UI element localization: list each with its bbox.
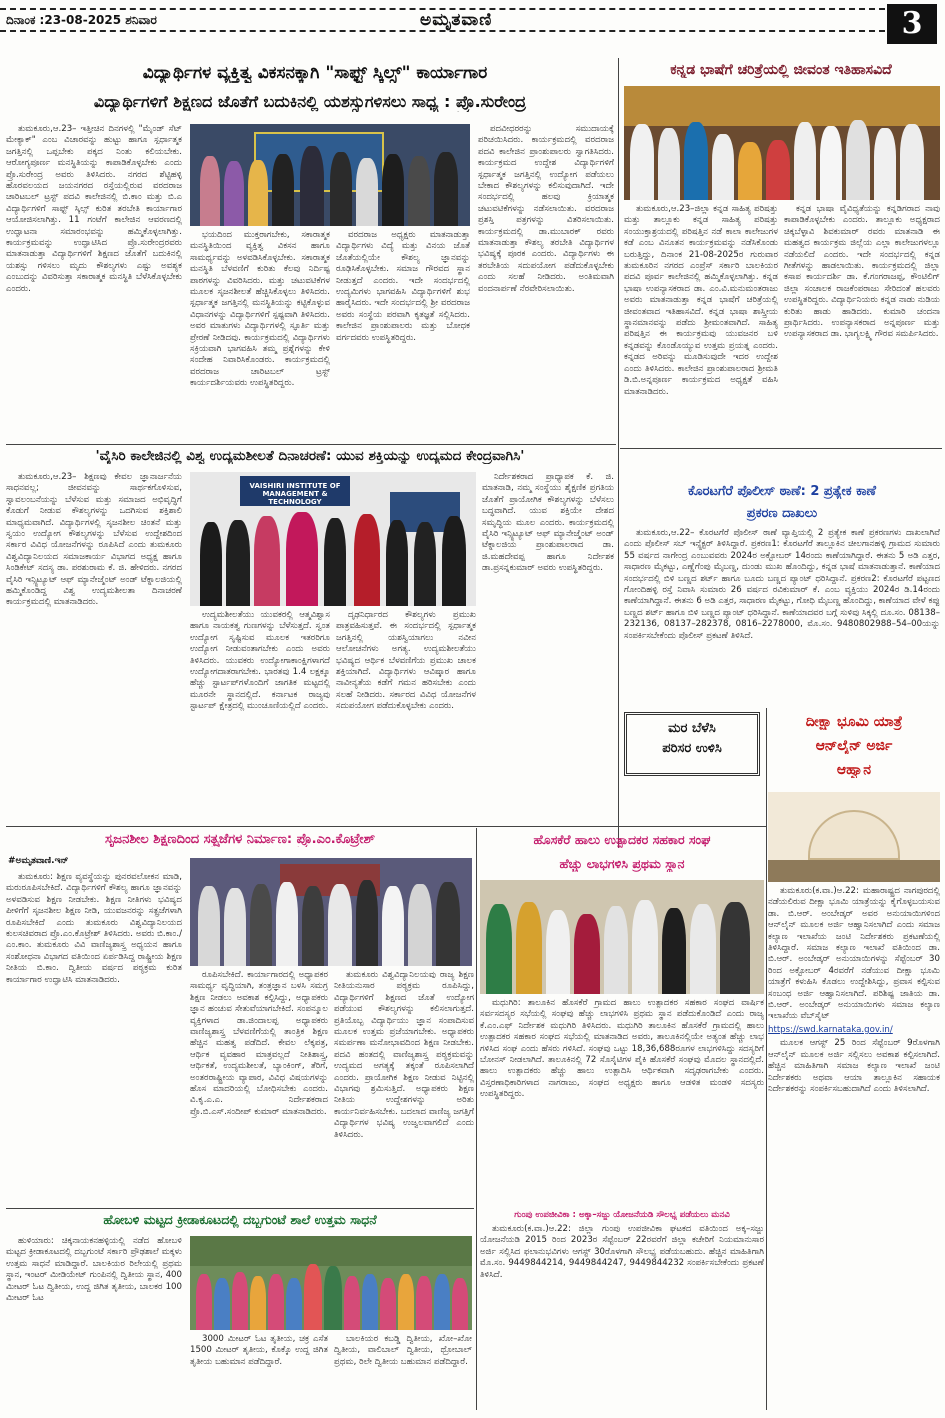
vaishiri-banner-text: VAISHIRI INSTITUTE OF MANAGEMENT & TECHNOLOGY: [249, 482, 341, 506]
soft-skills-text-1: ತುಮಕೂರು,ಆ.23– ಇತ್ತೀಚಿನ ದಿನಗಳಲ್ಲಿ "ಮೈಂಡ್ ಸೆಟ್ ಮೇಕ್ಯಾಕ್" ಎಂಬ ವಿಚಾರವನ್ನು ಹುಟ್ಟು ಹಾಗೂ ಸ್ಪರ್ಧಾತ್ಮಕ ಜಗತ್ತಿನಲ್ಲಿ ಒಪ್ಪಬೇಕು ಪಕ್ಕದ ನಿಂತು ಕಲಿಯಬೇಕು. ಆರೋಗ್ಯಪೂರ್ಣ ಮನಸ್ಥಿತಿಯನ್ನು ಕಾಪಾಡಿಕೊಳ್ಳಬೇಕು ಎಂದು ಪ್ರೊ.ಸುರೇಂದ್ರ ಅವರು ತಿಳಿಸಿದರು. ನಗರದ ಶೆಟ್ಟಿಹಳ್ಳಿ ಹೊರವಲಯದ ಜಯನಗರದ ರಸ್ತೆಯಲ್ಲಿರುವ ವರದರಾಜ ಚಾರಿಟಬಲ್ ಟ್ರಸ್ಟ್ ಪದವಿ ಕಾಲೇಜಿನಲ್ಲಿ ಬಿ.ಕಾಂ ಮತ್ತು ಬಿ.ಎ ವಿದ್ಯಾರ್ಥಿಗಳಿಗೆ ಸಾಫ್ಟ್ ಸ್ಕಿಲ್ಸ್ ಕುರಿತ ತರಬೇತಿ ಕಾರ್ಯಾಗಾರ ಆಯೋಜಿಸಲಾಗಿತ್ತು. 11 ಗಂಟೆಗೆ ಕಾಲೇಜಿನ ಆವರಣದಲ್ಲಿ ಉದ್ಘಾಟನಾ ಸಮಾರಂಭವನ್ನು ಹಮ್ಮಿಕೊಳ್ಳಲಾಗಿತ್ತು. ಕಾರ್ಯಕ್ರಮವನ್ನು ಉದ್ಘಾಟಿಸಿದ ಪ್ರೊ.ಸುರೇಂದ್ರರವರು ಮಾತನಾಡುತ್ತಾ ವಿದ್ಯಾರ್ಥಿಗಳಿಗೆ ಶಿಕ್ಷಣದ ಜೊತೆಗೆ ಬದುಕಿನಲ್ಲಿ ಯಶಸ್ಸು ಗಳಿಸಲು ಮೃದು ಕೌಶಲ್ಯಗಳು ಎಷ್ಟು ಅವಶ್ಯಕ ಎಂಬುದನ್ನು ವಿವರಿಸುತ್ತಾ ಸಕಾರಾತ್ಮಕ ಮನಸ್ಥಿತಿ ಬೆಳೆಸಿಕೊಳ್ಳಬೇಕು ಎಂದರು.: [6, 124, 182, 294]
deeksha-photo: [768, 792, 940, 882]
vaishiri-column-1: [6, 472, 182, 820]
vaishiri-column-4: [482, 472, 614, 822]
kottresh-text-2: ರೂಪಿಸಬೇಕಿದೆ. ಕಾರ್ಯಾಗಾರದಲ್ಲಿ ಅಧ್ಯಾಪಕರ ಸಾಮರ್ಥ್ಯ ವೃದ್ಧಿಯಾಗಿ, ತಂತ್ರಜ್ಞಾನ ಬಳಸಿ ಸಮಗ್ರ ಶಿಕ್ಷಣ ನೀಡಲು ಅವಕಾಶ ಕಲ್ಪಿಸಿದ್ದು, ಅಧ್ಯಾಪಕರು ಜ್ಞಾನ ಹಂಚುವ ಸೇತುವೆಯಾಗಬೇಕಿದೆ. ಸಂಪನ್ಮೂಲ ವ್ಯಕ್ತಿಗಳಾದ ಡಾ.ಜಿಂದಾಲಪ್ಪ ಅಧ್ಯಾಪಕರು ವಾಣಿಜ್ಯಶಾಸ್ತ್ರ ಬೆಳವಣಿಗೆಯಲ್ಲಿ ತಾಂತ್ರಿಕ ಶಿಕ್ಷಣ ಹೆಚ್ಚಿನ ಮಹತ್ವ ಪಡೆದಿದೆ. ಕೇವಲ ಲೆಕ್ಕಪತ್ರ, ಆರ್ಥಿಕ ವ್ಯವಹಾರ ಮಾತ್ರವಲ್ಲದೆ ನೀತಿಶಾಸ್ತ್ರ, ಆರ್ಥಿಕತೆ, ಉದ್ಯಮಶೀಲತೆ, ಬ್ಯಾಂಕಿಂಗ್, ತೆರಿಗೆ, ಅಂತರರಾಷ್ಟ್ರೀಯ ವ್ಯಾಪಾರ, ವಿವಿಧ ವಿಷಯಗಳನ್ನು ಹೊಸ ಮಾದರಿಯಲ್ಲಿ ಬೋಧಿಸಬೇಕು ಎಂದರು. ವಿ.ಕೃ.ಎ.ಎ. ನಿರ್ದೇಶಕರಾದ ಪ್ರೊ.ಬಿ.ಎಸ್.ಸಂದೀಪ್ ಕುಮಾರ್ ಮಾತನಾಡಿದರು.: [190, 970, 328, 1117]
vaishiri-text-2: ಉದ್ಯಮಶೀಲತೆಯು ಯುವಕರಲ್ಲಿ ಆತ್ಮವಿಶ್ವಾಸ ಹಾಗೂ ನಾಯಕತ್ವ ಗುಣಗಳನ್ನು ಬೆಳೆಸುತ್ತದೆ. ಸ್ವಂತ ಉದ್ಯೋಗ ಸೃಷ್ಟಿಸುವ ಮೂಲಕ ಇತರರಿಗೂ ಉದ್ಯೋಗ ನೀಡುವಂತಾಗಬೇಕು ಎಂದು ಅವರು ತಿಳಿಸಿದರು. ಯುವಕರು ಉದ್ಯೋಗಾಕಾಂಕ್ಷಿಗಳಾಗದೆ ಉದ್ಯೋಗದಾತರಾಗಬೇಕು. ಭಾರತವು 1.4 ಲಕ್ಷಕ್ಕೂ ಹೆಚ್ಚು ಸ್ಟಾರ್ಟಪ್‌ಗಳೊಂದಿಗೆ ಜಾಗತಿಕ ಮಟ್ಟದಲ್ಲಿ ಮೂರನೇ ಸ್ಥಾನದಲ್ಲಿದೆ. ಕರ್ನಾಟಕ ರಾಜ್ಯವು ಸ್ಟಾರ್ಟಪ್ ಕ್ಷೇತ್ರದಲ್ಲಿ ಮುಂಚೂಣಿಯಲ್ಲಿದೆ ಎಂದರು.: [190, 610, 330, 712]
hosakere-headline-1: ಹೊಸಕೆರೆ ಹಾಲು ಉತ್ಪಾದಕರ ಸಹಕಾರ ಸಂಘ: [533, 832, 711, 847]
hobli-sports-text-2: 3000 ಮೀಟರ್ ಓಟ ತೃತೀಯ, ಚಕ್ರ ಎಸೆತ 1500 ಮೀಟರ್ ತೃತೀಯ, ಕೊಕ್ಕೊ ಉದ್ದ ಜಿಗಿತ ತೃತೀಯ ಬಹುಮಾನ ಪಡೆದಿದ್ದಾರೆ.: [190, 1334, 328, 1367]
hobli-sports-column-2: [190, 1334, 328, 1410]
kannada-history-text-2: ಕನ್ನಡ ಭಾಷಾ ವೈವಿಧ್ಯತೆಯನ್ನು ಕನ್ನಡಿಗರಾದ ನಾವು ಕಾಪಾಡಿಕೊಳ್ಳಬೇಕು ಎಂದರು. ತಾಲ್ಲೂಕು ಅಧ್ಯಕ್ಷರಾದ ಚಿಕ್ಕಬೆಳ್ಳಾವಿ ಶಿವಕುಮಾರ್ ರವರು ಮಾತನಾಡಿ ಈ ಮಹತ್ವದ ಕಾರ್ಯಕ್ರಮ ಜಿಲ್ಲೆಯ ಎಲ್ಲಾ ಕಾಲೇಜುಗಳಲ್ಲೂ ನಡೆಯಲಿದೆ ಎಂದರು. ಇದೇ ಸಂದರ್ಭದಲ್ಲಿ ಕನ್ನಡ ಗೀತೆಗಳನ್ನು ಹಾಡಲಾಯಿತು. ಕಾರ್ಯಕ್ರಮದಲ್ಲಿ ಜಿಲ್ಲಾ ಕಸಾಪ ಕಾರ್ಯದರ್ಶಿ ಡಾ. ಕೆ.ಗಂಗರಾಜಪ್ಪ, ಕೌಂಟಿಲಿಗ್ ಜಿಲ್ಲಾ ಸಂಚಾಲಕ ರಾಜಕೆಂಪರಾಜು ಸೇರಿದಂತೆ ಹಲವರು ಉಪಸ್ಥಿತರಿದ್ದರು. ವಿದ್ಯಾರ್ಥಿನಿಯರು ಕನ್ನಡ ನಾಡು ನುಡಿಯ ಕುರಿತು ಹಾಡು ಹಾಡಿದರು. ಕುಮಾರಿ ಚಂದನಾ ಪ್ರಾರ್ಥಿಸಿದರು. ಉಪನ್ಯಾಸಕರಾದ ಅನ್ನಪೂರ್ಣ ಮತ್ತು ಉಪನ್ಯಾಸಕರಾದ ಡಾ. ಭಾಗ್ಯಲಕ್ಷ್ಮಿ ಗೌರವ ಸಮರ್ಪಿಸಿದರು.: [784, 204, 940, 340]
hosakere-sub-text: ತುಮಕೂರು(ಕ.ವಾ.)ಆ.22: ಜಿಲ್ಲಾ ಗುಂಪು ಉಪಜೀವಿಕಾ ಘಟಕದ ವತಿಯಿಂದ ಅಕ್ಕ–ಸಜ್ಜು ಯೋಜನೆಯಡಿ 2015 ರಿಂದ 2023ರ ಸೆಪ್ಟೆಂಬರ್ 22ರವರೆಗೆ ಜಿಲ್ಲಾ ಕಚೇರಿಗೆ ನಿಯಮಾನುಸಾರ ಅರ್ಜಿ ಸಲ್ಲಿಸಿದ ಫಲಾನುಭವಿಗಳು ಆಗಸ್ಟ್ 30ರೊಳಗಾಗಿ ಸೌಲಭ್ಯ ಪಡೆಯಬಹುದು. ಹೆಚ್ಚಿನ ಮಾಹಿತಿಗಾಗಿ ಮೊ.ಸಂ. 9449844214, 9449844247, 9449844232 ಸಂಪರ್ಕಿಸಬೇಕೆಂದು ಪ್ರಕಟಣೆ ತಿಳಿಸಿದೆ.: [480, 1224, 764, 1280]
soft-skills-headline-2: ವಿದ್ಯಾರ್ಥಿಗಳಿಗೆ ಶಿಕ್ಷಣದ ಜೊತೆಗೆ ಬದುಕಿನಲ್ಲಿ ಯಶಸ್ಸುಗಳಿಸಲು ಸಾಧ್ಯ : ಪ್ರೊ.ಸುರೇಂದ್ರ: [93, 92, 527, 111]
kottresh-column-2: [190, 970, 328, 1206]
vaishiri-text-1: ತುಮಕೂರು,ಆ.23– ಶಿಕ್ಷಣವು ಕೇವಲ ಜ್ಞಾನಾರ್ಜನೆಯ ಸಾಧನವಲ್ಲ; ಜೀವನವನ್ನು ಸಾರ್ಥಕಗೊಳಿಸುವ, ಸ್ವಾವಲಂಬನೆಯನ್ನು ಬೆಳೆಸುವ ಮತ್ತು ಸಮಾಜದ ಅಭಿವೃದ್ಧಿಗೆ ಕೊಡುಗೆ ನೀಡುವ ಕೌಶಲ್ಯಗಳನ್ನು ಒದಗಿಸುವ ಶಕ್ತಿಶಾಲಿ ಮಾಧ್ಯಮವಾಗಿದೆ. ವಿದ್ಯಾರ್ಥಿಗಳಲ್ಲಿ ಸೃಜನಶೀಲ ಚಿಂತನೆ ಮತ್ತು ಸ್ವಯಂ ಉದ್ಯೋಗ ಕೌಶಲ್ಯಗಳನ್ನು ಬೆಳೆಸುವ ಉದ್ದೇಶದಿಂದ ಸರ್ಕಾರ ವಿವಿಧ ಯೋಜನೆಗಳನ್ನು ರೂಪಿಸಿದೆ ಎಂದು ತುಮಕೂರು ವಿಶ್ವವಿದ್ಯಾನಿಲಯದ ಸಮಾಜಕಾರ್ಯ ವಿಭಾಗದ ಅಧ್ಯಕ್ಷ ಹಾಗೂ ಸಿಂಡಿಕೇಟ್ ಸದಸ್ಯ ಡಾ. ಪರಶುರಾಮ ಕೆ. ಜಿ. ಹೇಳಿದರು. ನಗರದ ವೈಸಿರಿ ಇನ್ಸ್ಟಿಟ್ಯೂಟ್ ಆಫ್ ಮ್ಯಾನೇಜ್ಮೆಂಟ್ ಅಂಡ್ ಟೆಕ್ನಾಲಜಿಯಲ್ಲಿ ಹಮ್ಮಿಕೊಂಡಿದ್ದ ವಿಶ್ವ ಉದ್ಯಮಶೀಲತಾ ದಿನಾಚರಣೆ ಕಾರ್ಯಕ್ರಮದಲ್ಲಿ ಮಾತನಾಡಿದರು.: [6, 472, 182, 608]
hobli-sports-headline: ಹೋಬಳಿ ಮಟ್ಟದ ಕ್ರೀಡಾಕೂಟದಲ್ಲಿ ದಬ್ಬಗುಂಟೆ ಶಾಲೆ ಉತ್ತಮ ಸಾಧನೆ: [103, 1212, 377, 1227]
kannada-history-column-2: [784, 204, 940, 444]
hosakere-text: ಮಧುಗಿರಿ: ತಾಲೂಕಿನ ಹೊಸಕೆರೆ ಗ್ರಾಮದ ಹಾಲು ಉತ್ಪಾದಕರ ಸಹಕಾರ ಸಂಘದ ವಾರ್ಷಿಕ ಸರ್ವಸದಸ್ಯರ ಸಭೆಯಲ್ಲಿ ಸಂಘವು ಹೆಚ್ಚು ಲಾಭಗಳಿಸಿ ಪ್ರಥಮ ಸ್ಥಾನ ಪಡೆದುಕೊಂಡಿದೆ ಎಂದು ರಾಜ್ಯ ಕೆ.ಎಂ.ಎಫ್ ನಿರ್ದೇಶಕ ಮಧುಗಿರಿ ತಿಳಿಸಿದರು. ಮಧುಗಿರಿ ತಾಲೂಕಿನ ಹೊಸಕೆರೆ ಗ್ರಾಮದಲ್ಲಿ ಹಾಲು ಉತ್ಪಾದಕರ ಸಹಕಾರ ಸಂಘದ ಸಭೆಯಲ್ಲಿ ಮಾತನಾಡಿದ ಅವರು, ತಾಲೂಕಿನಲ್ಲಿಯೇ ಅತ್ಯಂತ ಹೆಚ್ಚು ಲಾಭ ಗಳಿಸಿದ ಸಂಘ ಎಂದು ಹೆಸರು ಗಳಿಸಿದೆ. ಸಂಘವು ಒಟ್ಟು 18,36,688ರೂಗಳ ಲಾಭಗಳಿಸಿದ್ದು ಸದಸ್ಯರಿಗೆ ಬೋನಸ್ ನೀಡಲಾಗಿದೆ. ತಾಲೂಕಿನಲ್ಲಿ 72 ಸೊಸೈಟಿಗಳ ಪೈಕಿ ಹೊಸಕೆರೆ ಸಂಘವು ಮೊದಲ ಸ್ಥಾನದಲ್ಲಿದೆ. ಹಾಲು ಉತ್ಪಾದಕರು ಹೆಚ್ಚು ಹಾಲು ಉತ್ಪಾದಿಸಿ ಆರ್ಥಿಕವಾಗಿ ಸದೃಢರಾಗಬೇಕು ಎಂದರು. ವಿಸ್ತರಣಾಧಿಕಾರಿಗಳಾದ ನಾಗರಾಜು, ಸಂಘದ ಅಧ್ಯಕ್ಷರು ಹಾಗೂ ಆಡಳಿತ ಮಂಡಳಿ ಸದಸ್ಯರು ಉಪಸ್ಥಿತರಿದ್ದರು.: [480, 998, 764, 1100]
column-divider-2: [476, 828, 477, 1410]
soft-skills-column-3: [336, 230, 470, 442]
soft-skills-column-4: [478, 124, 614, 442]
deeksha-headline-1: ದೀಕ್ಷಾ ಭೂಮಿ ಯಾತ್ರೆ: [805, 714, 903, 730]
kannada-history-headline: ಕನ್ನಡ ಭಾಷೆಗೆ ಚರಿತ್ರೆಯಲ್ಲಿ ಜೀವಂತ ಇತಿಹಾಸವಿದೆ: [670, 62, 892, 78]
soft-skills-text-3: ವರದರಾಜ ಅಧ್ಯಕ್ಷರು ಮಾತನಾಡುತ್ತಾ ವಿದ್ಯಾರ್ಥಿಗಳು ವಿದ್ಯೆ ಮತ್ತು ವಿನಯ ಜೊತೆ ಜೊತೆಯಲ್ಲಿಯೇ ಕೌಶಲ್ಯ ಜ್ಞಾನವನ್ನು ರೂಢಿಸಿಕೊಳ್ಳಬೇಕು. ಸಮಾಜ ಗೌರವದ ಸ್ಥಾನ ನೀಡುತ್ತದೆ ಎಂದರು. ಇದೇ ಸಂದರ್ಭದಲ್ಲಿ ಉದ್ಯಮಿಗಳು ಭಾಗವಹಿಸಿ ವಿದ್ಯಾರ್ಥಿಗಳಿಗೆ ಶುಭ ಹಾರೈಸಿದರು. ಇದೇ ಸಂದರ್ಭದಲ್ಲಿ ಶ್ರೀ ವರದರಾಜ ಅವರು ಸಂಸ್ಥೆಯ ಪರವಾಗಿ ಕೃತಜ್ಞತೆ ಸಲ್ಲಿಸಿದರು. ಕಾಲೇಜಿನ ಪ್ರಾಂಶುಪಾಲರು ಮತ್ತು ಬೋಧಕ ವರ್ಗದವರು ಉಪಸ್ಥಿತರಿದ್ದರು.: [336, 230, 470, 343]
hobli-sports-column-3: [334, 1334, 472, 1410]
hobli-sports-text-3: ಬಾಲಕಿಯರ ಕಬಡ್ಡಿ ದ್ವಿತೀಯ, ಖೋ–ಖೋ ದ್ವಿತೀಯ, ವಾಲಿಬಾಲ್ ದ್ವಿತೀಯ, ಥ್ರೋಬಾಲ್ ಪ್ರಥಮ, ರಿಲೇ ದ್ವಿತೀಯ ಬಹುಮಾನ ಪಡೆದಿದ್ದಾರೆ.: [334, 1334, 472, 1367]
deeksha-link[interactable]: https://swd.karnataka.gov.in/: [768, 1024, 893, 1035]
kannada-history-photo: [624, 86, 940, 200]
tree-slogan-box: [624, 712, 760, 776]
row-divider-3: [6, 1208, 474, 1209]
page-number: 3: [887, 4, 937, 44]
row-divider: [6, 444, 616, 445]
hobli-sports-text-1: ಹುಳಿಯಾರು: ಚಿಕ್ಕನಾಯಕನಹಳ್ಳಿಯಲ್ಲಿ ನಡೆದ ಹೋಬಳಿ ಮಟ್ಟದ ಕ್ರೀಡಾಕೂಟದಲ್ಲಿ ದಬ್ಬಗುಂಟೆ ಸರ್ಕಾರಿ ಪ್ರೌಢಶಾಲೆ ಮಕ್ಕಳು ಉತ್ತಮ ಸಾಧನೆ ಮಾಡಿದ್ದಾರೆ. ಬಾಲಕಿಯರ ರಿಲೇಯಲ್ಲಿ ಪ್ರಥಮ ಸ್ಥಾನ, ಇಂಟರ್ ಮೀಡಿಯೇಟ್ ಗುಂಪಿನಲ್ಲಿ ದ್ವಿತೀಯ ಸ್ಥಾನ, 400 ಮೀಟರ್ ಓಟ ದ್ವಿತೀಯ, ಉದ್ದ ಜಿಗಿತ ತೃತೀಯ, ಬಾಲಕರ 100 ಮೀಟರ್ ಓಟ: [6, 1236, 182, 1304]
tree-slogan-line-1: ಮರ ಬೆಳೆಸಿ: [668, 721, 716, 736]
page-header: [0, 0, 945, 52]
kottresh-tag: #ಅಮೃತವಾಣಿ.ಇನ್: [8, 856, 69, 866]
koratagere-headline-2: ಪ್ರಕರಣ ದಾಖಲು: [746, 506, 818, 521]
column-divider-3: [766, 708, 767, 1410]
hobli-sports-column-1: [6, 1236, 182, 1410]
koratagere-body: [624, 528, 940, 704]
soft-skills-photo: [190, 124, 470, 226]
vaishiri-column-2: [190, 610, 330, 822]
deeksha-body: [768, 886, 940, 1310]
kottresh-photo: [190, 858, 472, 966]
hosakere-sub-headline: ಗುಂಪು ಉಪಜೀವಿಕಾ : ಅಕ್ಕಾ–ಸಜ್ಜು ಯೋಜನೆಯಡಿ ಸೌಲಭ್ಯ ಪಡೆಯಲು ಮನವಿ: [514, 1210, 730, 1220]
kannada-history-text-1: ತುಮಕೂರು,ಆ.23–ಜಿಲ್ಲಾ ಕನ್ನಡ ಸಾಹಿತ್ಯ ಪರಿಷತ್ತು ಮತ್ತು ತಾಲ್ಲೂಕು ಕನ್ನಡ ಸಾಹಿತ್ಯ ಪರಿಷತ್ತು ಸಂಯುಕ್ತಾಶ್ರಯದಲ್ಲಿ ಪರಿಷತ್ತಿನ ನಡೆ ಕಾಲಾ ಕಾಲೇಜುಗಳ ಕಡೆ ಎಂಬ ವಿನೂತನ ಕಾರ್ಯಕ್ರಮವನ್ನು ನಡೆಸಿಕೊಂಡು ಬರುತ್ತಿದ್ದು, ದಿನಾಂಕ 21-08-2025ರ ಗುರುವಾರ ತುಮಕೂರಿನ ನಗರದ ಎಂಪ್ರೆಸ್ ಸರ್ಕಾರಿ ಬಾಲಕಿಯರ ಪದವಿ ಪೂರ್ವ ಕಾಲೇಜಿನಲ್ಲಿ ಹಮ್ಮಿಕೊಳ್ಳಲಾಗಿತ್ತು. ಕನ್ನಡ ಭಾಷಾ ಉಪನ್ಯಾಸಕರಾದ ಡಾ. ಎಂ.ವಿ.ಮನುಮಂತರಾಜು ಅವರು ಮಾತನಾಡುತ್ತಾ ಕನ್ನಡ ಭಾಷೆಗೆ ಚರಿತ್ರೆಯಲ್ಲಿ ಜೀವಂತವಾದ ಇತಿಹಾಸವಿದೆ. ಕನ್ನಡ ಭಾಷಾ ಶಾಸ್ತ್ರೀಯ ಸ್ಥಾನಮಾನವನ್ನು ಪಡೆದು ಶ್ರೀಮಂತವಾಗಿದೆ. ಸಾಹಿತ್ಯ ಪರಿಷತ್ತಿನ ಈ ಕಾರ್ಯಕ್ರಮವು ಯುವಜನರ ಬಳಿ ಕನ್ನಡವನ್ನು ಕೊಂಡೊಯ್ಯುವ ಉತ್ತಮ ಪ್ರಯತ್ನ ಎಂದರು. ಕನ್ನಡದ ಅರಿವನ್ನು ಮೂಡಿಸುವುದೇ ಇದರ ಉದ್ದೇಶ ಎಂದು ತಿಳಿಸಿದರು. ಕಾಲೇಜಿನ ಪ್ರಾಂಶುಪಾಲರಾದ ಶ್ರೀಮತಿ ಡಿ.ಬಿ.ಅನ್ನಪೂರ್ಣ ಕಾರ್ಯಕ್ರಮದ ಅಧ್ಯಕ್ಷತೆ ವಹಿಸಿ ಮಾತನಾಡಿದರು.: [624, 204, 778, 397]
row-divider-right: [620, 448, 942, 449]
vaishiri-photo: [190, 472, 476, 606]
hosakere-headline-2: ಹೆಚ್ಚು ಲಾಭಗಳಿಸಿ ಪ್ರಥಮ ಸ್ಥಾನ: [559, 856, 685, 871]
masthead: ಅಮೃತವಾಣಿ: [420, 10, 493, 30]
vaishiri-text-3: ದೃಢನಿರ್ಧಾರದ ಕೌಶಲ್ಯಗಳು ಪ್ರಮುಖ ಪಾತ್ರವಹಿಸುತ್ತವೆ. ಈ ಸಂದರ್ಭದಲ್ಲಿ ಸ್ಪರ್ಧಾತ್ಮಕ ಜಗತ್ತಿನಲ್ಲಿ ಯಶಸ್ವಿಯಾಗಲು ನವೀನ ಆಲೋಚನೆಗಳು ಅಗತ್ಯ. ಉದ್ಯಮಶೀಲತೆಯು ಭವಿಷ್ಯದ ಆರ್ಥಿಕ ಬೆಳವಣಿಗೆಯ ಪ್ರಮುಖ ಚಾಲಕ ಶಕ್ತಿಯಾಗಿದೆ. ವಿದ್ಯಾರ್ಥಿಗಳು ಆವಿಷ್ಕಾರ ಹಾಗೂ ನಾವೀನ್ಯತೆಯ ಕಡೆಗೆ ಗಮನ ಹರಿಸಬೇಕು ಎಂದು ಸಲಹೆ ನೀಡಿದರು. ಸರ್ಕಾರದ ವಿವಿಧ ಯೋಜನೆಗಳ ಸದುಪಯೋಗ ಪಡೆದುಕೊಳ್ಳಬೇಕು ಎಂದರು.: [336, 610, 476, 712]
soft-skills-column-1: [6, 124, 182, 440]
kottresh-headline: ಸೃಜನಶೀಲ ಶಿಕ್ಷಣದಿಂದ ಸತ್ಪ್ರಜೆಗಳ ನಿರ್ಮಾಣ: ಪ್ರೊ.ಎಂ.ಕೊಟ್ರೇಶ್: [104, 832, 375, 847]
soft-skills-text-2: ಭಯದಿಂದ ಮುಕ್ತರಾಗಬೇಕು, ಸಕಾರಾತ್ಮಕ ಮನಸ್ಥಿತಿಯಿಂದ ವ್ಯಕ್ತಿತ್ವ ವಿಕಸನ ಹಾಗೂ ಸಾಮರ್ಥ್ಯವನ್ನು ಅಳವಡಿಸಿಕೊಳ್ಳಬೇಕು. ಸಕಾರಾತ್ಮಕ ಮನಸ್ಥಿತಿ ಬೆಳವಣಿಗೆ ಕುರಿತು ಕೆಲವು ನಿರ್ದಿಷ್ಟ ಪಾಠಗಳನ್ನು ವಿವರಿಸಿದರು. ಮತ್ತು ಚಟುವಟಿಕೆಗಳ ಮೂಲಕ ಸೃಜನಶೀಲತೆ ಹೆಚ್ಚಿಸಿಕೊಳ್ಳಲು ತಿಳಿಸಿದರು. ಸ್ಪರ್ಧಾತ್ಮಕ ಜಗತ್ತಿನಲ್ಲಿ ಮನಸ್ಥಿತಿಯನ್ನು ಕಟ್ಟಿಕೊಳ್ಳುವ ವಿಧಾನಗಳನ್ನು ವಿದ್ಯಾರ್ಥಿಗಳಿಗೆ ಸ್ಪಷ್ಟವಾಗಿ ತಿಳಿಸಿದರು. ಅವರ ಮಾತುಗಳು ವಿದ್ಯಾರ್ಥಿಗಳಲ್ಲಿ ಸ್ಫೂರ್ತಿ ಮತ್ತು ಪ್ರೇರಣೆ ನೀಡಿದವು. ಕಾರ್ಯಕ್ರಮದಲ್ಲಿ ವಿದ್ಯಾರ್ಥಿಗಳು ಸಕ್ರಿಯವಾಗಿ ಭಾಗವಹಿಸಿ ತಮ್ಮ ಪ್ರಶ್ನೆಗಳನ್ನು ಕೇಳಿ ಸಂದೇಹ ನಿವಾರಿಸಿಕೊಂಡರು. ಕಾರ್ಯಕ್ರಮದಲ್ಲಿ ವರದರಾಜ ಚಾರಿಟಬಲ್ ಟ್ರಸ್ಟ್ ಕಾರ್ಯದರ್ಶಿಯವರು ಉಪಸ್ಥಿತರಿದ್ದರು.: [190, 230, 330, 389]
row-divider-2: [6, 826, 766, 827]
hosakere-sub-body: [480, 1224, 764, 1410]
hosakere-body: [480, 998, 764, 1206]
koratagere-text: ತುಮಕೂರು,ಆ.22– ಕೊರಟಗೆರೆ ಪೊಲೀಸ್ ಠಾಣೆ ವ್ಯಾಪ್ತಿಯಲ್ಲಿ 2 ಪ್ರತ್ಯೇಕ ಕಾಣೆ ಪ್ರಕರಣಗಳು ದಾಖಲಾಗಿವೆ ಎಂದು ಪೊಲೀಸ್ ಸಬ್ ಇನ್ಸ್ಪೆಕ್ಟರ್ ತಿಳಿಸಿದ್ದಾರೆ. ಪ್ರಕರಣ1: ಕೊರಟಗೆರೆ ತಾಲ್ಲೂಕಿನ ಚೀಲಗಾನಹಳ್ಳಿ ಗ್ರಾಮದ ಸುಮಾರು 55 ವರ್ಷದ ನಾಗೇಂದ್ರ ಎಂಬುವವರು 2024ರ ಅಕ್ಟೋಬರ್ 14ರಂದು ಕಾಣೆಯಾಗಿದ್ದಾರೆ. ಈತನು 5 ಅಡಿ ಎತ್ತರ, ಸಾಧಾರಣ ಮೈಕಟ್ಟು, ಎಣ್ಣೆಗೆಂಪು ಮೈಬಣ್ಣ, ದುಂಡು ಮುಖ ಹೊಂದಿದ್ದು, ಕನ್ನಡ ಭಾಷೆ ಮಾತನಾಡುತ್ತಾನೆ. ಕಾಣೆಯಾದ ಸಂದರ್ಭದಲ್ಲಿ ಬಿಳಿ ಬಣ್ಣದ ಶರ್ಟ್ ಹಾಗೂ ಬೂದು ಬಣ್ಣದ ಪ್ಯಾಂಟ್ ಧರಿಸಿದ್ದಾನೆ. ಪ್ರಕರಣ2: ಕೊರಟಗೆರೆ ಪಟ್ಟಣದ ಗೋಂದಿಹಳ್ಳಿ ರಸ್ತೆ ನಿವಾಸಿ ಸುಮಾರು 26 ವರ್ಷದ ರವಿಕುಮಾರ್ ಕೆ. ಎಂಬ ವ್ಯಕ್ತಿಯು 2024ರ ಡಿ.14ರಂದು ಕಾಣೆಯಾಗಿದ್ದಾನೆ. ಈತನು 6 ಅಡಿ ಎತ್ತರ, ಸಾಧಾರಣ ಮೈಕಟ್ಟು, ಗೋಧಿ ಮೈಬಣ್ಣ ಹೊಂದಿದ್ದು, ಕಾಣೆಯಾದ ವೇಳೆ ಕಪ್ಪು ಬಣ್ಣದ ಶರ್ಟ್ ಹಾಗೂ ಬಿಳಿ ಬಣ್ಣದ ಪ್ಯಾಂಟ್ ಧರಿಸಿದ್ದಾನೆ. ಕಾಣೆಯಾದವರ ಬಗ್ಗೆ ಸುಳಿವು ಸಿಕ್ಕಲ್ಲಿ ದೂ.ಸಂ. 08138–232136, 08137–282378, 0816–2278000, ಮೊ.ಸಂ. 9480802988–54–00ಯನ್ನು ಸಂಪರ್ಕಿಸಬೇಕೆಂದು ಪೊಲೀಸ್ ಪ್ರಕಟಣೆ ತಿಳಿಸಿದೆ.: [624, 528, 940, 641]
soft-skills-column-2: [190, 230, 330, 442]
issue-date: ದಿನಾಂಕ :23-08-2025 ಶನಿವಾರ: [6, 13, 157, 27]
tree-slogan-line-2: ಪರಿಸರ ಉಳಿಸಿ: [662, 741, 722, 756]
kannada-history-column-1: [624, 204, 778, 444]
deeksha-text: ತುಮಕೂರು(ಕ.ವಾ.)ಆ.22: ಮಹಾರಾಷ್ಟ್ರದ ನಾಗಪುರದಲ್ಲಿ ನಡೆಯಲಿರುವ ದೀಕ್ಷಾ ಭೂಮಿ ಯಾತ್ರೆಯನ್ನು ಕೈಗೊಳ್ಳಬಯಸುವ ಡಾ. ಬಿ.ಆರ್. ಅಂಬೇಡ್ಕರ್ ಅವರ ಅನುಯಾಯಿಗಳಿಂದ ಆನ್‌ಲೈನ್ ಮೂಲಕ ಅರ್ಜಿ ಆಹ್ವಾನಿಸಲಾಗಿದೆ ಎಂದು ಸಮಾಜ ಕಲ್ಯಾಣ ಇಲಾಖೆಯ ಜಂಟಿ ನಿರ್ದೇಶಕರು ಪ್ರಕಟಣೆಯಲ್ಲಿ ತಿಳಿಸಿದ್ದಾರೆ. ಸಮಾಜ ಕಲ್ಯಾಣ ಇಲಾಖೆ ವತಿಯಿಂದ ಡಾ. ಬಿ.ಆರ್. ಅಂಬೇಡ್ಕರ್ ಅನುಯಾಯಿಗಳನ್ನು ಸೆಪ್ಟೆಂಬರ್ 30 ರಿಂದ ಅಕ್ಟೋಬರ್ 4ರವರೆಗೆ ನಡೆಯುವ ದೀಕ್ಷಾ ಭೂಮಿ ಯಾತ್ರೆಗೆ ಕಳುಹಿಸಿ ಕೊಡಲು ಉದ್ದೇಶಿಸಿದ್ದು, ಪ್ರವಾಸ ಕಲ್ಪಿಸುವ ಸಂಬಂಧ ಅರ್ಜಿ ಆಹ್ವಾನಿಸಲಾಗಿದೆ. ಪರಿಶಿಷ್ಟ ಜಾತಿಯ ಡಾ. ಬಿ.ಆರ್. ಅಂಬೇಡ್ಕರ್ ಅನುಯಾಯಿಗಳು ಸಮಾಜ ಕಲ್ಯಾಣ ಇಲಾಖೆಯ ವೆಬ್‌ಸೈಟ್: [768, 886, 940, 1022]
deeksha-headline-3: ಆಹ್ವಾನ: [836, 762, 872, 778]
soft-skills-text-4: ಪದವೀಧರರನ್ನು ಸಮುದಾಯಕ್ಕೆ ಪರಿಚಯಿಸಿದರು. ಕಾರ್ಯಕ್ರಮದಲ್ಲಿ ವರದರಾಜ ಪದವಿ ಕಾಲೇಜಿನ ಪ್ರಾಂಶುಪಾಲರು ಸ್ವಾಗತಿಸಿದರು. ಕಾರ್ಯಕ್ರಮದ ಉದ್ದೇಶ ವಿದ್ಯಾರ್ಥಿಗಳಿಗೆ ಸ್ಪರ್ಧಾತ್ಮಕ ಜಗತ್ತಿನಲ್ಲಿ ಉದ್ಯೋಗ ಪಡೆಯಲು ಬೇಕಾದ ಕೌಶಲ್ಯಗಳನ್ನು ಕಲಿಸುವುದಾಗಿದೆ. ಇದೇ ಸಂದರ್ಭದಲ್ಲಿ ಹಲವು ಕ್ರಿಯಾತ್ಮಕ ಚಟುವಟಿಕೆಗಳನ್ನು ನಡೆಸಲಾಯಿತು. ವರದರಾಜ ಪ್ರಶಸ್ತಿ ಪತ್ರಗಳನ್ನು ವಿತರಿಸಲಾಯಿತು. ಕಾರ್ಯಕ್ರಮದಲ್ಲಿ ಡಾ.ಮುಬಾರಕ್ ರವರು ಮಾತನಾಡುತ್ತಾ ಕೌಶಲ್ಯ ತರಬೇತಿ ವಿದ್ಯಾರ್ಥಿಗಳ ಭವಿಷ್ಯಕ್ಕೆ ಪೂರಕ ಎಂದರು. ವಿದ್ಯಾರ್ಥಿಗಳು ಈ ತರಬೇತಿಯ ಸದುಪಯೋಗ ಪಡೆದುಕೊಳ್ಳಬೇಕು ಎಂದು ಸಲಹೆ ನೀಡಿದರು. ಅಂತಿಮವಾಗಿ ವಂದನಾರ್ಪಣೆ ನೆರವೇರಿಸಲಾಯಿತು.: [478, 124, 614, 294]
deeksha-text-2: ಮೂಲಕ ಆಗಸ್ಟ್ 25 ರಿಂದ ಸೆಪ್ಟೆಂಬರ್ 9ರೊಳಗಾಗಿ ಆನ್‌ಲೈನ್ ಮೂಲಕ ಅರ್ಜಿ ಸಲ್ಲಿಸಲು ಅವಕಾಶ ಕಲ್ಪಿಸಲಾಗಿದೆ. ಹೆಚ್ಚಿನ ಮಾಹಿತಿಗಾಗಿ ಸಮಾಜ ಕಲ್ಯಾಣ ಇಲಾಖೆ ಜಂಟಿ ನಿರ್ದೇಶಕರು ಅಥವಾ ಆಯಾ ತಾಲ್ಲೂಕಿನ ಸಹಾಯಕ ನಿರ್ದೇಶಕರನ್ನು ಸಂಪರ್ಕಿಸಬಹುದಾಗಿದೆ ಎಂದು ತಿಳಿಸಲಾಗಿದೆ.: [768, 1038, 940, 1094]
soft-skills-headline-1: ವಿದ್ಯಾರ್ಥಿಗಳ ವ್ಯಕ್ತಿತ್ವ ವಿಕಸನಕ್ಕಾಗಿ "ಸಾಫ್ಟ್ ಸ್ಕಿಲ್ಸ್" ಕಾರ್ಯಾಗಾರ: [142, 63, 488, 83]
kottresh-text-1: ತುಮಕೂರು: ಶಿಕ್ಷಣ ವ್ಯವಸ್ಥೆಯನ್ನು ಪುನರವಲೋಕನ ಮಾಡಿ, ಮರುರೂಪಿಸಬೇಕಿದೆ. ವಿದ್ಯಾರ್ಥಿಗಳಿಗೆ ಕೌಶಲ್ಯ ಹಾಗೂ ಜ್ಞಾನವನ್ನು ಅಳವಡಿಸುವ ಶಿಕ್ಷಣ ನೀಡಬೇಕು. ಶಿಕ್ಷಣ ನೀತಿಗಳು ಭವಿಷ್ಯದ ಪೀಳಿಗೆಗೆ ಸೃಜನಶೀಲ ಶಿಕ್ಷಣ ನೀಡಿ, ಯುವಜನರನ್ನು ಸತ್ಪ್ರಜೆಗಳಾಗಿ ರೂಪಿಸಬೇಕಿದೆ ಎಂದು ತುಮಕೂರು ವಿಶ್ವವಿದ್ಯಾನಿಲಯದ ಕುಲಸಚಿವರಾದ ಪ್ರೊ.ಎಂ.ಕೊಟ್ರೇಶ್ ತಿಳಿಸಿದರು. ಅವರು ಬಿ.ಕಾಂ./ಎಂ.ಕಾಂ. ತುಮಕೂರು ವಿವಿ ವಾಣಿಜ್ಯಶಾಸ್ತ್ರ ಅಧ್ಯಯನ ಹಾಗೂ ಸಂಶೋಧನಾ ವಿಭಾಗದ ವತಿಯಿಂದ ಏರ್ಪಡಿಸಿದ್ದ ರಾಷ್ಟ್ರೀಯ ಶಿಕ್ಷಣ ನೀತಿಯ ಬಿ.ಕಾಂ. ದ್ವಿತೀಯ ವರ್ಷದ ಪಠ್ಯಕ್ರಮ ಕುರಿತ ಕಾರ್ಯಾಗಾರ ಉದ್ಘಾಟಿಸಿ ಮಾತನಾಡಿದರು.: [6, 872, 182, 985]
header-dashed-rule-bottom: [0, 30, 885, 32]
kottresh-column-1: [6, 872, 182, 1206]
vaishiri-column-3: [336, 610, 476, 822]
kottresh-text-3: ತುಮಕೂರು ವಿಶ್ವವಿದ್ಯಾನಿಲಯವು ರಾಜ್ಯ ಶಿಕ್ಷಣ ನೀತಿಯನುಸಾರ ಪಠ್ಯಕ್ರಮ ರೂಪಿಸಿದ್ದು, ವಿದ್ಯಾರ್ಥಿಗಳಿಗೆ ಶಿಕ್ಷಣದ ಜೊತೆ ಉದ್ಯೋಗ ಪಡೆಯುವ ಕೌಶಲ್ಯಗಳನ್ನು ಕಲಿಸಲಾಗುತ್ತದೆ. ಪ್ರತಿಯೊಬ್ಬ ವಿದ್ಯಾರ್ಥಿಯು ಜ್ಞಾನ ಸಂಪಾದಿಸುವ ಮೂಲಕ ಉತ್ತಮ ಪ್ರಜೆಯಾಗಬೇಕು. ಅಧ್ಯಾಪಕರು ಸಮರ್ಪಣಾ ಮನೋಭಾವದಿಂದ ಶಿಕ್ಷಣ ನೀಡಬೇಕು. ಪದವಿ ಹಂತದಲ್ಲಿ ವಾಣಿಜ್ಯಶಾಸ್ತ್ರ ಪಠ್ಯಕ್ರಮವನ್ನು ಉದ್ಯಮದ ಅಗತ್ಯಕ್ಕೆ ತಕ್ಕಂತೆ ರೂಪಿಸಲಾಗಿದೆ ಎಂದರು. ಪ್ರಾಯೋಗಿಕ ಶಿಕ್ಷಣ ನೀಡುವ ನಿಟ್ಟಿನಲ್ಲಿ ವಿಭಾಗವು ಶ್ರಮಿಸುತ್ತಿದೆ. ಅಧ್ಯಾಪಕರು ಶಿಕ್ಷಣ ನೀತಿಯ ಉದ್ದೇಶಗಳನ್ನು ಅರಿತು ಕಾರ್ಯನಿರ್ವಹಿಸಬೇಕು. ಬದಲಾದ ವಾಣಿಜ್ಯ ಜಗತ್ತಿಗೆ ವಿದ್ಯಾರ್ಥಿಗಳ ಭವಿಷ್ಯ ಉಜ್ವಲವಾಗಲಿದೆ ಎಂದು ತಿಳಿಸಿದರು.: [334, 970, 474, 1140]
column-divider: [618, 58, 619, 848]
hobli-sports-photo: [190, 1236, 472, 1330]
koratagere-headline-1: ಕೊರಟಗೆರೆ ಪೊಲೀಸ್ ಠಾಣೆ: 2 ಪ್ರತ್ಯೇಕ ಕಾಣೆ: [687, 484, 877, 499]
vaishiri-text-4: ನಿರ್ದೇಶಕರಾದ ಪ್ರಾಧ್ಯಾಪಕ ಕೆ. ಜಿ. ಮಾತನಾಡಿ, ನಮ್ಮ ಸಂಸ್ಥೆಯು ಶೈಕ್ಷಣಿಕ ಪ್ರಗತಿಯ ಜೊತೆಗೆ ಪ್ರಾಯೋಗಿಕ ಕೌಶಲ್ಯಗಳನ್ನು ಬೆಳೆಸಲು ಬದ್ಧವಾಗಿದೆ. ಯುವ ಶಕ್ತಿಯೇ ದೇಶದ ಸಮೃದ್ಧಿಯ ಮೂಲ ಎಂದರು. ಕಾರ್ಯಕ್ರಮದಲ್ಲಿ ವೈಸಿರಿ ಇನ್ಸ್ಟಿಟ್ಯೂಟ್ ಆಫ್ ಮ್ಯಾನೇಜ್ಮೆಂಟ್ ಅಂಡ್ ಟೆಕ್ನಾಲಜಿಯ ಪ್ರಾಂಶುಪಾಲರಾದ ಡಾ. ಜಿ.ಮಹದೇವಪ್ಪ ಹಾಗೂ ನಿರ್ದೇಶಕ ಡಾ.ಪ್ರಸನ್ನಕುಮಾರ್ ಅವರು ಉಪಸ್ಥಿತರಿದ್ದರು.: [482, 472, 614, 574]
hosakere-photo: [480, 880, 764, 994]
vaishiri-headline: 'ವೈಸಿರಿ ಕಾಲೇಜಿನಲ್ಲಿ ವಿಶ್ವ ಉದ್ಯಮಶೀಲತೆ ದಿನಾಚರಣೆ: ಯುವ ಶಕ್ತಿಯನ್ನು ಉದ್ಯಮದ ಕೇಂದ್ರವಾಗಿಸಿ': [95, 448, 525, 464]
kottresh-column-3: [334, 970, 474, 1206]
deeksha-headline-2: ಆನ್‌ಲೈನ್ ಅರ್ಜಿ: [815, 738, 893, 754]
